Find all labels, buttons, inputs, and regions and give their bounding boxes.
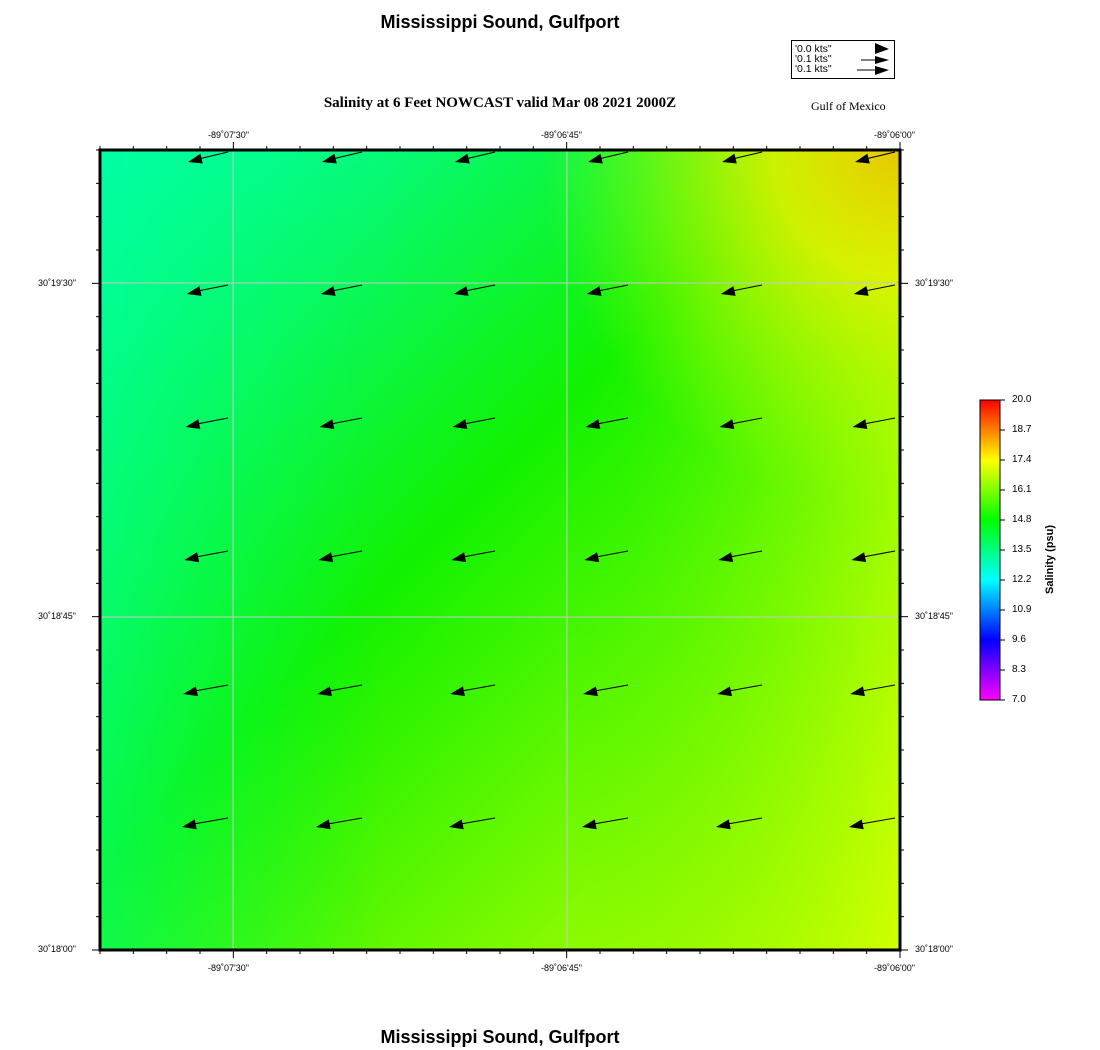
lat-label-left-1: 30˚19'30" xyxy=(38,278,76,288)
lat-label-right-1: 30˚19'30" xyxy=(915,278,953,288)
colorbar-tick-label: 13.5 xyxy=(1012,544,1032,555)
lat-label-right-3: 30˚18'00" xyxy=(915,944,953,954)
colorbar-tick-label: 8.3 xyxy=(1012,664,1026,675)
map-title-top: Mississippi Sound, Gulfport xyxy=(380,12,620,32)
colorbar-ticks xyxy=(1000,400,1005,700)
lat-label-left-3: 30˚18'00" xyxy=(38,944,76,954)
colorbar-gradient xyxy=(980,400,1000,700)
lon-label-bottom-1: -89˚07'30" xyxy=(208,963,249,973)
colorbar xyxy=(975,395,1005,707)
colorbar-tick-label: 20.0 xyxy=(1012,394,1032,405)
colorbar-tick-label: 7.0 xyxy=(1012,694,1026,705)
map-frame xyxy=(92,142,908,958)
lon-label-bottom-2: -89˚06'45" xyxy=(541,963,582,973)
legend-entry-3: '0.1 kts" xyxy=(795,63,832,75)
region-label: Gulf of Mexico xyxy=(811,99,886,113)
legend-entry-1: '0.0 kts" xyxy=(795,43,832,55)
lon-label-top-1: -89˚07'30" xyxy=(208,130,249,140)
colorbar-title: Salinity (psu) xyxy=(1044,524,1056,594)
colorbar-tick-label: 14.8 xyxy=(1012,514,1032,525)
colorbar-tick-label: 17.4 xyxy=(1012,454,1032,465)
colorbar-tick-label: 16.1 xyxy=(1012,484,1032,495)
colorbar-tick-label: 9.6 xyxy=(1012,634,1026,645)
lon-label-top-3: -89˚06'00" xyxy=(874,130,915,140)
legend-entry-2: '0.1 kts" xyxy=(795,53,832,65)
lon-label-top-2: -89˚06'45" xyxy=(541,130,582,140)
map-title-bottom: Mississippi Sound, Gulfport xyxy=(380,1027,620,1047)
map-subtitle: Salinity at 6 Feet NOWCAST valid Mar 08 2021 2000Z xyxy=(323,95,677,111)
lat-label-left-2: 30˚18'45" xyxy=(38,611,76,621)
colorbar-tick-label: 18.7 xyxy=(1012,424,1032,435)
colorbar-tick-label: 10.9 xyxy=(1012,604,1032,615)
lon-label-bottom-3: -89˚06'00" xyxy=(874,963,915,973)
lat-label-right-2: 30˚18'45" xyxy=(915,611,953,621)
colorbar-tick-label: 12.2 xyxy=(1012,574,1032,585)
salinity-field-corner xyxy=(100,150,900,950)
